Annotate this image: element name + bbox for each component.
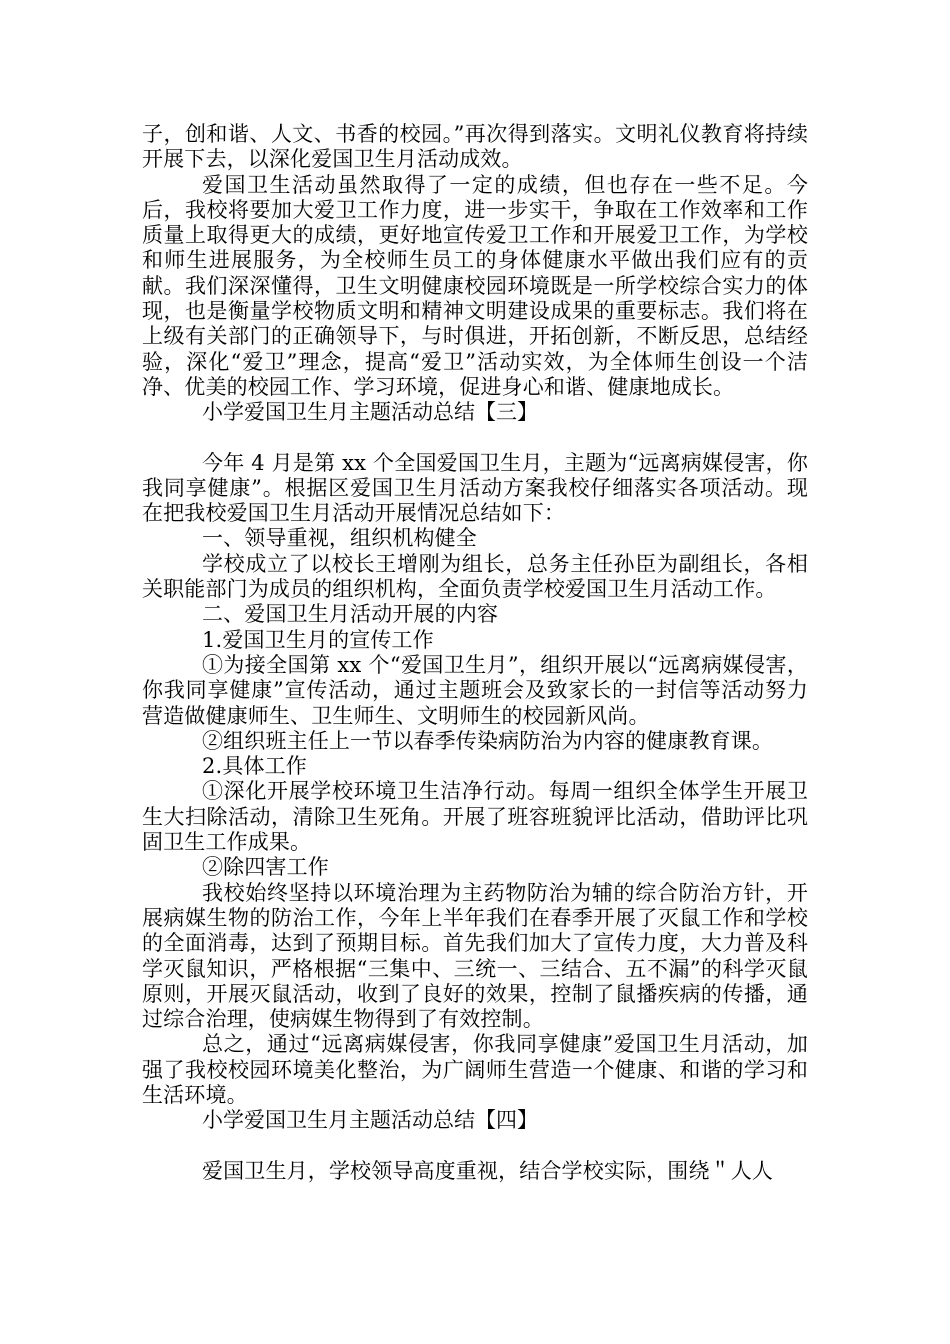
section-title-three: 小学爱国卫生月主题活动总结【三】 <box>202 400 538 425</box>
paragraph-publicity-2: ②组织班主任上一节以春季传染病防治为内容的健康教育课。 <box>202 728 774 753</box>
paragraph-intro: 今年 4 月是第 xx 个全国爱国卫生月，主题为“远离病媒侵害，你我同享健康”。根据区爱国卫生月活动方案我校仔细落实各项活动。现在把我校爱国卫生月活动开展情况总结如下： <box>142 450 808 526</box>
paragraph-pest-control: 我校始终坚持以环境治理为主药物防治为辅的综合防治方针，开展病媒生物的防治工作，今年上半年我们在春季开展了灭鼠工作和学校的全面消毒，达到了预期目标。首先我们加大了宣传力度，大力普及科学灭鼠知识，严格根据“三集中、三统一、三结合、五不漏”的科学灭鼠原则，开展灭鼠活动，收到了良好的效果，控制了鼠播疾病的传播，通过综合治理，使病媒生物得到了有效控制。 <box>142 880 808 1032</box>
blank-line <box>142 1134 808 1159</box>
paragraph-organization: 学校成立了以校长王增刚为组长，总务主任孙臣为副组长，各相关职能部门为成员的组织机构，全面负责学校爱国卫生月活动工作。 <box>142 551 808 602</box>
document-page <box>142 122 808 1184</box>
heading-content: 二、爱国卫生月活动开展的内容 <box>202 602 499 627</box>
paragraph-continuation: 子，创和谐、人文、书香的校园。”再次得到落实。文明礼仪教育将持续开展下去，以深化爱国卫生月活动成效。 <box>142 122 808 172</box>
paragraph-cleaning: ①深化开展学校环境卫生洁净行动。每周一组织全体学生开展卫生大扫除活动，清除卫生死角。开展了班容班貌评比活动，借助评比巩固卫生工作成果。 <box>142 779 808 855</box>
section-title-four: 小学爱国卫生月主题活动总结【四】 <box>202 1108 538 1133</box>
paragraph-conclusion: 总之，通过“远离病媒侵害，你我同享健康”爱国卫生月活动，加强了我校校园环境美化整治，为广阔师生营造一个健康、和谐的学习和生活环境。 <box>142 1032 808 1107</box>
heading-four-pests: ②除四害工作 <box>202 855 329 880</box>
heading-publicity: 1.爱国卫生月的宣传工作 <box>202 627 434 652</box>
blank-line <box>142 426 808 451</box>
paragraph-publicity-1: ①为接全国第 xx 个“爱国卫生月”，组织开展以“远离病媒侵害，你我同享健康”宣传活动，通过主题班会及致家长的一封信等活动努力营造做健康师生、卫生师生、文明师生的校园新风尚。 <box>142 652 808 728</box>
heading-leadership: 一、领导重视，组织机构健全 <box>202 526 477 551</box>
paragraph-four-start: 爱国卫生月，学校领导高度重视，结合学校实际，围绕＂人人 <box>202 1158 774 1183</box>
heading-specific-work: 2.具体工作 <box>202 754 307 779</box>
paragraph-shortcomings: 爱国卫生活动虽然取得了一定的成绩，但也存在一些不足。今后，我校将要加大爱卫工作力度，进一步实干，争取在工作效率和工作质量上取得更大的成绩，更好地宣传爱卫工作和开展爱卫工作，为学校和师生进展服务，为全校师生员工的身体健康水平做出我们应有的贡献。我们深深懂得，卫生文明健康校园环境既是一所学校综合实力的体现，也是衡量学校物质文明和精神文明建设成果的重要标志。我们将在上级有关部门的正确领导下，与时俱进，开拓创新，不断反思，总结经验，深化“爱卫”理念，提高“爱卫”活动实效，为全体师生创设一个洁净、优美的校园工作、学习环境，促进身心和谐、健康地成长。 <box>142 172 808 399</box>
